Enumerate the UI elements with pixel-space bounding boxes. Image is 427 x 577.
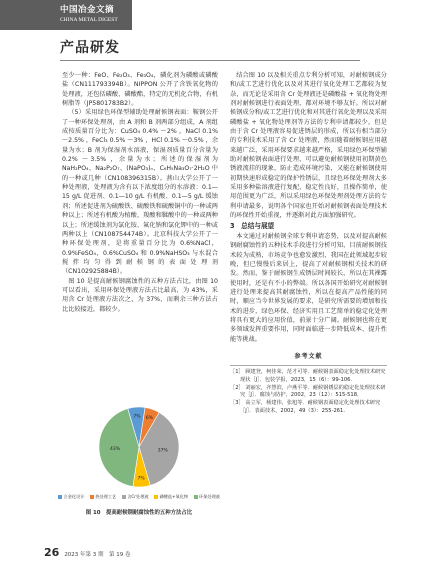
- journal-title-en: CHINA METAL DIGEST: [60, 17, 118, 23]
- left-column: [62, 71, 218, 314]
- body-paragraph: 图 10 是提高耐候钢腐蚀性的五种方法占比，由图 10 可以看出，采用环保处理液方法占比最高，为 43%，采用含 Cr 处理液方法次之，为 37%，而剩余三种方法占比比较接近，都较少。: [62, 277, 218, 313]
- references-divider: [230, 365, 387, 366]
- references-title: 参考文献: [294, 352, 323, 360]
- page-number: 26: [44, 546, 60, 559]
- legend-label: 磷酸盐+氧化物: [159, 494, 189, 499]
- figure-caption: 图 10 提高耐候钢耐腐蚀性的五种方法占比: [85, 510, 193, 516]
- pie-chart: [58, 400, 220, 494]
- body-paragraph: 结合图 10 以及相关重点专利分析可知，对耐候钢成分和/或工艺进行优化以及对其进行氧化处理工艺都较为复杂，而无论是采用含 Cr 处理液还是磷酸盐 + 氧化物处理剂对耐候钢进行表面处理，都对环境不够友好。所以对耐候钢成分和/或工艺进行优化和对其进行氧化处理以及采用磷酸盐 + 氧化物处理剂等方法的专利申请都较少，但是由于含 Cr 处理液容易促进锈层的形成，所以有相当部分的专利技术采用了含 Cr 处理液，然而随着耐候钢应用越来越广泛，采用环保要求越来越严格，采用绿色环保型辅助对耐候钢表面进行处理，可以避免耐候钢使用初期黄色锈液流挂的现象，防止造成环境污染，又能在耐候钢使用初期快速形成稳定的保护性锈层，且绿色环保处理剂大多采用多种盐溶液进行复配，稳定性良好，且操作简单，使用范围更为广泛，所以采用绿色环保处理剂处理方法的专利申请最多，说明各个国家也开始对耐候钢表面处理技术的环保性开始重视，并逐渐对此方面加强研究。: [230, 72, 387, 220]
- legend-swatch: [122, 495, 126, 499]
- legend-label: 热处理工艺: [95, 494, 117, 499]
- pie-data-label: 37%: [157, 448, 168, 454]
- legend-swatch: [154, 495, 158, 499]
- legend-item: [122, 494, 149, 500]
- section-heading: 3 总结与展望: [230, 221, 275, 230]
- issue-info: 2023 年第 3 期 第 19 卷: [64, 552, 131, 558]
- title-divider: [60, 60, 360, 61]
- figure-10: [58, 400, 220, 506]
- legend-item: [194, 494, 220, 500]
- body-paragraph: 本文通过对耐候钢全球专利申请态势，以及对提高耐候钢耐腐蚀性的五种技术手段进行分析可知，目前耐候钢技术较为成熟，市场竞争也愈发激烈，我国在此领域起步较晚，但已慢慢后来居上，提高了对耐候钢相关技术的研发。然而，鉴于耐候钢生成锈层时间较长，所以在其裸露使用时，还是有不小的弊端。所以各国开始研究对耐候钢进行处理来提高其耐腐蚀性，所以在提高产品性能的同时，顺应当今世界发展的要求，是研究所需要的增加和技术的进步，绿色环保、经济实用且工艺简单的稳定化处理将具有更大的应用价值，前景十分广阔。耐候钢也将在更多领域发挥重要作用，同时面临进一步降低成本、提升性能等挑战。: [230, 232, 387, 343]
- page-footer: [44, 546, 131, 560]
- legend-label: 合金化设计: [63, 494, 85, 499]
- reference-item: ［2］ 刘丽宏，齐慧滨，卢燕平等．耐候钢锈层的稳定化处理技术研究［J］．腐蚀与防护，2002，23（12）：515-518.: [230, 384, 386, 399]
- legend-label: 环保处理液: [199, 494, 220, 499]
- chart-legend: [58, 494, 220, 500]
- reference-item: ［3］ 高立军，杨建伟，张旭等．耐候钢表面稳定化处理技术研究［J］．表面技术，2002，49（3）：255-261.: [230, 400, 381, 414]
- legend-label: 含Cr处理液: [127, 494, 149, 499]
- legend-swatch: [58, 495, 62, 499]
- pie-data-label: 6%: [145, 416, 154, 422]
- pie-data-label: 7%: [137, 476, 145, 482]
- legend-item: [154, 494, 188, 500]
- legend-swatch: [90, 495, 94, 499]
- body-paragraph: （5）采用绿色环保型辅助处理耐候钢表面：鞍钢公开了一种环保处理剂，由 A 剂和 B 剂两部分组成，A 剂组成按质量百分比为：CuSO₄ 0.4% ～2% ，NaCl 0.1% ～2.5% ，FeCl₃ 0.5% ～3% ，HCl 0.1% ～0.5% ，余量为水；B 剂为保湿剂水溶液，保湿剂质量百分含量为 0.2% ～3.5% ，余量为水；所述的保湿剂为 NaH₂PO₄、Na₂P₂O₇、(NaPO₃)ₙ、C₆H₅Na₃O₇·2H₂O 中的一种或几种（CN108396315B）。燕山大学公开了一种处理液，处理液为含有以下浓度组分的水溶液：0.1—15 g/L 促进剂、0.1—10 g/L 有机酸、0.1—5 g/L 缓蚀剂；所述促进剂为硫酸铁、硫酸铁和硫酸铜中的一种或两种以上；所述有机酸为植酸、羧酸和鞣酸中的一种或两种以上；所述缓蚀剂为氯化铵、氟化钠和氯化钾中的一种或两种以上（CN108754474B）。北京科技大学公开了一种环保处理剂，是将重量百分比为 0.6%NaCl，0.9%FeSO₄，0.6%CuSO₄ 和 0.9%NaHSO₃ 与水混合搅拌均匀得到耐候钢的表面处理剂（CN102925884B）。: [62, 109, 219, 276]
- section-title: 产品研发: [60, 40, 120, 56]
- journal-header-bar: [0, 0, 132, 30]
- legend-item: [90, 494, 116, 500]
- pie-data-label: 43%: [110, 447, 121, 453]
- reference-item: ［1］ 顾建登，柯佳荣，范才可等．耐候钢表面稳定化处理技术研究现状［J］．包装学报，2023，15（6）：99-106.: [230, 368, 386, 383]
- body-paragraph: 至少一种：FeO、Fe₂O₃、Fe₃O₄，磷化剂为磷酸或磷酸盐（CN111793394B）。NIPPON 公开了含铁氧化物的处理液，还包括磷酸、磷酸酯，特定的无机化合物，有机树脂等（JP5801783B2）。: [62, 72, 218, 108]
- right-column: [230, 71, 387, 416]
- pie-data-label: 7%: [133, 414, 141, 420]
- journal-title-cn: 中国冶金文摘: [60, 5, 115, 15]
- legend-item: [58, 494, 84, 500]
- legend-swatch: [194, 495, 198, 499]
